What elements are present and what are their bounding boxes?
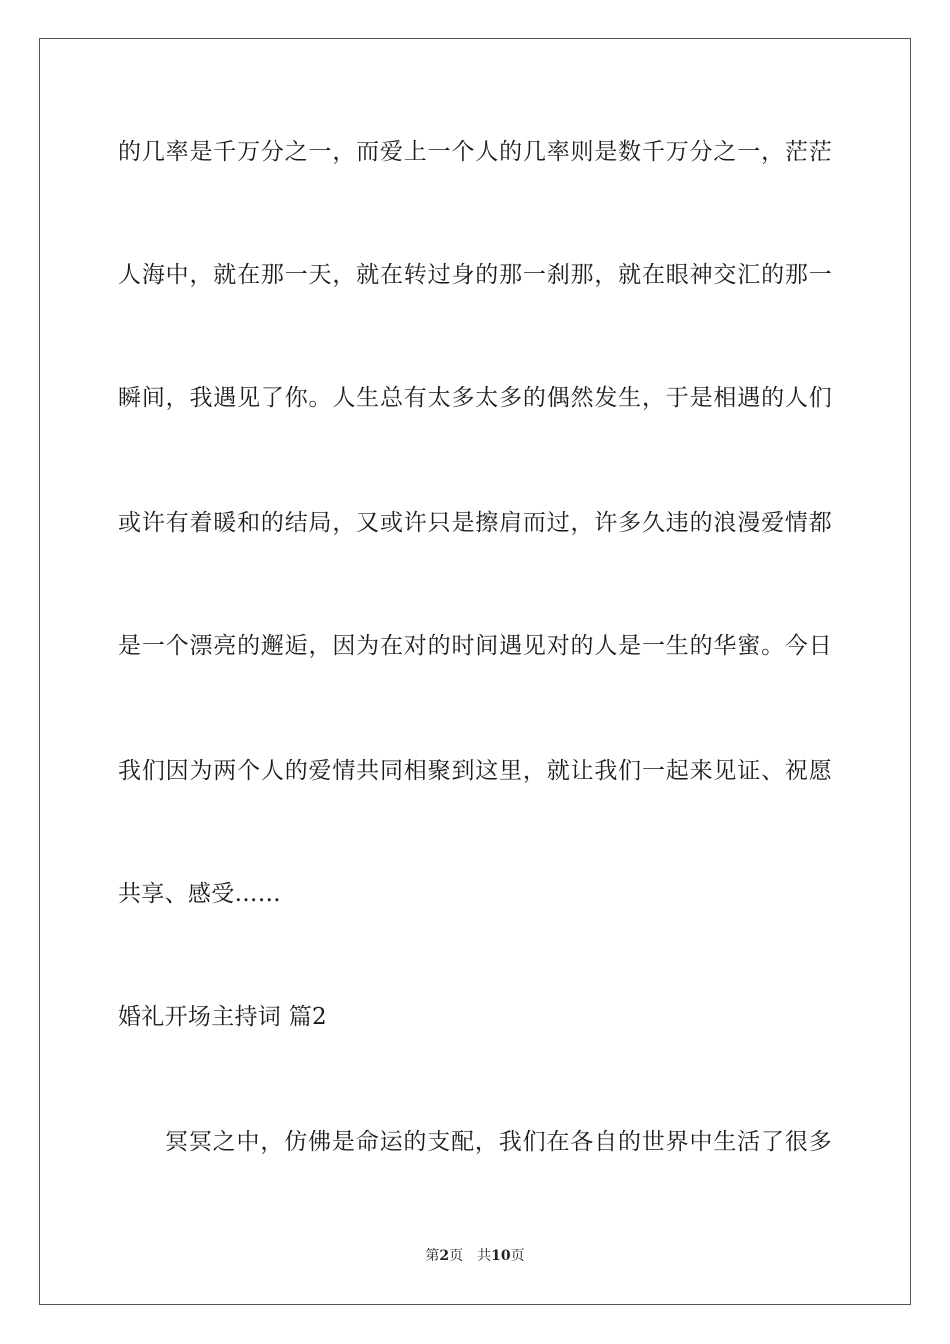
page-footer: [0, 1246, 950, 1266]
footer-page-prefix: 第: [425, 1248, 440, 1264]
section-paragraph-first-line: 冥冥之中，仿佛是命运的支配，我们在各自的世界中生活了很多: [165, 1129, 832, 1155]
body-text-line: 瞬间，我遇见了你。人生总有太多太多的偶然发生，于是相遇的人们: [118, 385, 832, 411]
footer-total-pages: 10: [491, 1248, 511, 1264]
footer-page-suffix: 页: [449, 1248, 464, 1264]
body-text-line: 共享、感受……: [118, 881, 282, 907]
body-text-line: 是一个漂亮的邂逅，因为在对的时间遇见对的人是一生的华蜜。今日: [118, 633, 832, 659]
body-text-line: 我们因为两个人的爱情共同相聚到这里，就让我们一起来见证、祝愿: [118, 758, 832, 784]
body-text-line: 的几率是千万分之一，而爱上一个人的几率则是数千万分之一，茫茫: [118, 139, 832, 165]
body-text-line: 或许有着暖和的结局，又或许只是擦肩而过，许多久违的浪漫爱情都: [118, 510, 832, 536]
page-border: [39, 38, 911, 1305]
body-text-line: 人海中，就在那一天，就在转过身的那一刹那，就在眼神交汇的那一: [118, 262, 832, 288]
footer-page-number: 2: [439, 1248, 450, 1264]
footer-total-suffix: 页: [510, 1248, 525, 1264]
section-heading: 婚礼开场主持词 篇2: [118, 1004, 327, 1030]
footer-total-prefix: 共: [477, 1248, 492, 1264]
